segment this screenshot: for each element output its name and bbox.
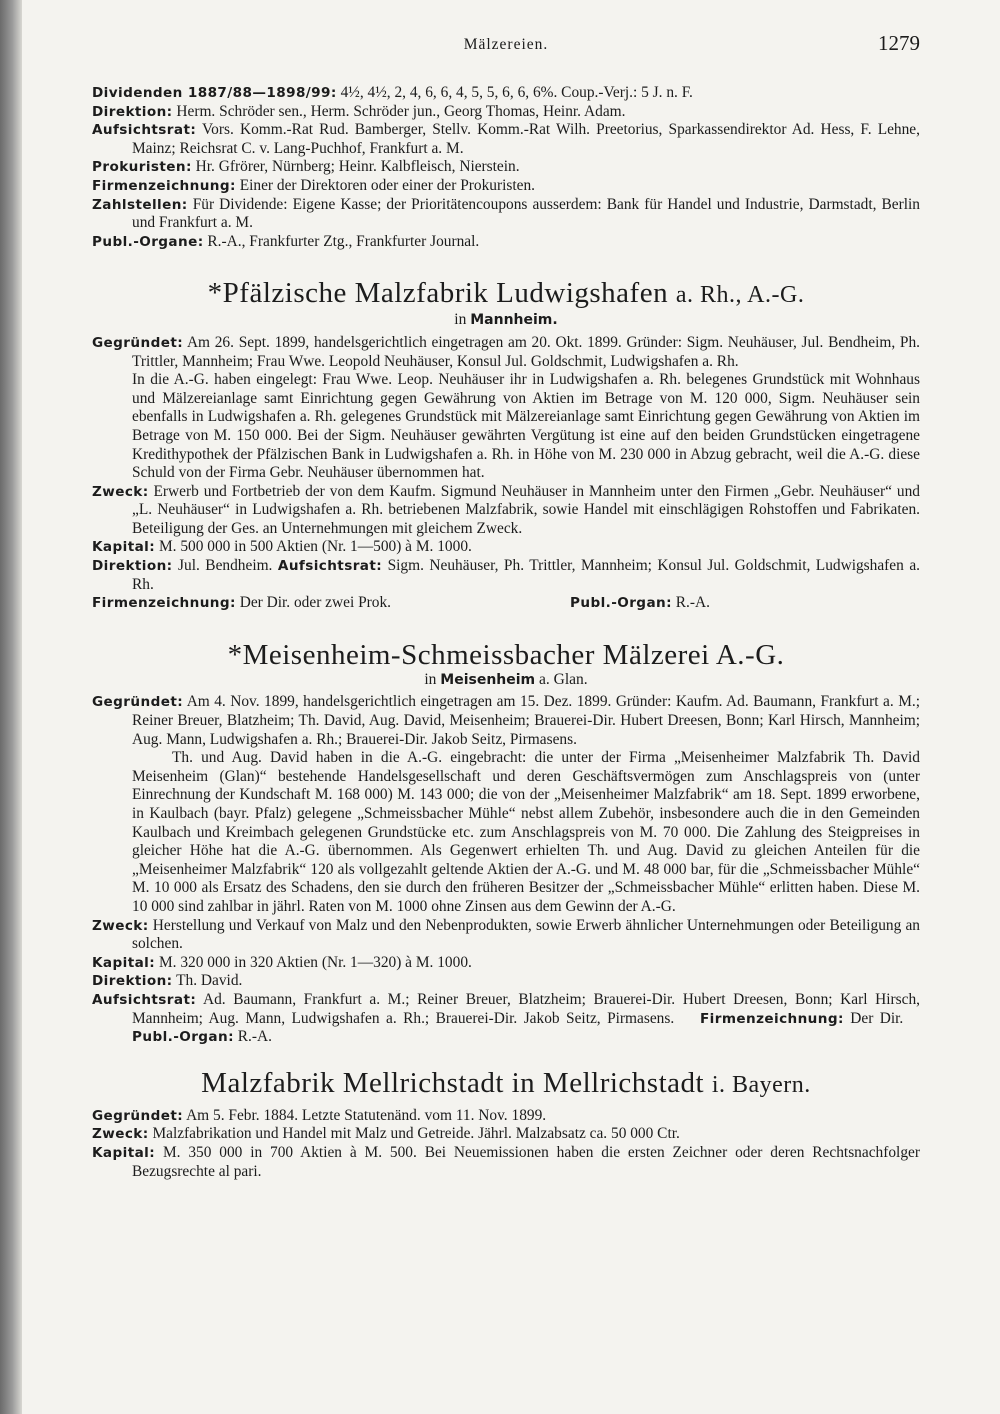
aufsichtsrat-label: Aufsichtsrat: <box>92 122 197 139</box>
zweck-label: Zweck: <box>92 483 149 500</box>
kapital-entry <box>92 1144 920 1181</box>
zahlstellen-text: Für Dividende: Eigene Kasse; der Prioritätencoupons ausserdem: Bank für Handel und Industrie, Darmstadt, Berlin und Frankfurt a. M. <box>132 195 920 232</box>
gegruendet-label: Gegründet: <box>92 694 184 711</box>
company-title <box>92 277 920 311</box>
kapital-label: Kapital: <box>92 539 156 556</box>
gegruendet-label: Gegründet: <box>92 334 184 351</box>
company-location <box>92 671 920 690</box>
company-title-main: *Meisenheim-Schmeissbacher Mälzerei A.-G. <box>227 638 785 671</box>
aufsichtsrat-label: Aufsichtsrat: <box>277 558 383 575</box>
running-title: Mälzereien. <box>463 36 549 53</box>
publ-organ-text: R.-A. <box>237 1028 272 1046</box>
kapital-text: M. 500 000 in 500 Aktien (Nr. 1—500) à M. 1000. <box>158 538 472 556</box>
document-page <box>92 31 921 1181</box>
direktion-entry <box>92 103 920 122</box>
company-title-suffix: i. Bayern. <box>711 1071 811 1098</box>
zweck-label: Zweck: <box>92 1126 149 1143</box>
dividenden-entry <box>92 84 920 103</box>
direktion-label: Direktion: <box>92 558 173 575</box>
book-spine-shadow <box>0 0 22 1414</box>
gegruendet-entry <box>92 334 920 371</box>
location-city: Mannheim. <box>470 312 558 329</box>
aufsichtsrat-text: Ad. Baumann, Frankfurt a. M.; Reiner Breuer, Blatzheim; Brauerei-Dir. Hubert Dreesen, Bonn; Karl Hirsch, Mannheim; Aug. Mann, Ludwigshafen a. Rh.; Brauerei-Dir. Jakob Seitz, Pirmasens. <box>132 990 921 1027</box>
aufsichtsrat-text: Sigm. Neuhäuser, Ph. Trittler, Mannheim; Konsul Jul. Goldschmit, Ludwigshafen a. Rh. <box>132 557 920 593</box>
publ-organe-entry <box>92 233 920 252</box>
publ-organe-label: Publ.-Organe: <box>92 233 204 250</box>
gegruendet-text: Am 26. Sept. 1899, handelsgerichtlich eingetragen am 20. Okt. 1899. Gründer: Sigm. Neuhäuser, Jul. Bendheim, Ph. Trittler, Mannheim; Frau Wwe. Leopold Neuhäuser, Konsul Jul. Goldschmit, Ludwigshafen a. Rh. <box>132 333 920 370</box>
firmenzeichnung-label: Firmenzeichnung: <box>699 1010 844 1027</box>
company-location <box>92 311 920 330</box>
publ-organ-text: R.-A. <box>675 594 710 612</box>
kapital-label: Kapital: <box>92 954 156 971</box>
gegruendet-text: Am 5. Febr. 1884. Letzte Statutenänd. vom 11. Nov. 1899. <box>186 1106 547 1124</box>
location-city: Meisenheim <box>440 671 536 688</box>
aufsichtsrat-entry <box>92 991 920 1047</box>
location-prefix: in <box>424 670 437 688</box>
kapital-text: M. 320 000 in 320 Aktien (Nr. 1—320) à M. 1000. <box>158 953 472 971</box>
gegruendet-entry <box>92 1107 920 1126</box>
location-suffix: a. Glan. <box>539 670 588 688</box>
publ-organe-text: R.-A., Frankfurter Ztg., Frankfurter Journal. <box>207 232 480 250</box>
gegruendet-entry <box>92 693 920 749</box>
previous-company-continuation <box>92 84 920 251</box>
company-title <box>92 1067 920 1101</box>
prokuristen-entry <box>92 158 920 177</box>
direktion-text: Th. David. <box>176 972 243 990</box>
direktion-aufsichtsrat-entry <box>92 557 920 594</box>
company-title-main: *Pfälzische Malzfabrik Ludwigshafen <box>207 277 669 310</box>
zweck-entry <box>92 917 920 954</box>
direktion-label: Direktion: <box>92 973 173 990</box>
zweck-text: Erwerb und Fortbetrieb der von dem Kaufm. Sigmund Neuhäuser in Mannheim unter den Firmen „Gebr. Neuhäuser“ und „L. Neuhäuser“ in Ludwigshafen a. Rh. betriebenen Malzfabrik, sowie Handel mit einschlägigen Rohstoffen und Fabrikaten. Beteiligung der Ges. an Unternehmungen mit gleichem Zweck. <box>132 482 920 537</box>
company-title-suffix: a. Rh., A.-G. <box>675 282 805 309</box>
page-number: 1279 <box>878 31 920 55</box>
direktion-text: Herm. Schröder sen., Herm. Schröder jun., Georg Thomas, Heinr. Adam. <box>176 102 626 120</box>
direktion-label: Direktion: <box>92 103 173 120</box>
aufsichtsrat-entry <box>92 121 920 158</box>
firmenzeichnung-label: Firmenzeichnung: <box>92 595 236 612</box>
firmenzeichnung-group <box>92 594 391 613</box>
company-title-main: Malzfabrik Mellrichstadt in Mellrichstadt <box>201 1066 705 1099</box>
contribution-text: Th. und Aug. David haben in die A.-G. eingebracht: die unter der Firma „Meisenheimer Malzfabrik Th. David Meisenheim (Glan)“ bestehende Handelsgesellschaft und deren Geschäftsvermögen zum Anschlagspreis von (unter Einrechnung der Kundschaft M. 168 000) M. 143 000; die von der „Meisenheimer Malzfabrik“ am 18. Sept. 1899 erworbene, in Kaulbach (bayr. Pfalz) gelegene „Schmeissbacher Mühle“ nebst allem Zubehör, insbesondere auch die in den Gemeinden Kaulbach und Kreimbach gelegenen Grundstücke etc. zum Anschlagspreis von M. 70 000. Die Zahlung des Steigpreises in gleicher Höhe hat die A.-G. übernommen. Als Gegenwert erhielten Th. und Aug. David zu gleichen Anteilen für die „Meisenheimer Malzfabrik“ 120 als vollgezahlt geltende Aktien der A.-G. und M. 48 000 bar, für die „Schmeissbacher Mühle“ M. 10 000 als Ersatz des Schadens, den sie durch den früheren Besitzer der „Schmeissbacher Mühle“ erlitten haben. Diese M. 10 000 sind zahlbar in jährl. Raten von M. 1000 ohne Zinsen aus dem Gewinn der A.-G. <box>132 749 920 915</box>
publ-organ-label: Publ.-Organ: <box>570 595 672 612</box>
dividenden-label: Dividenden 1887/88—1898/99: <box>92 85 337 101</box>
dividenden-text: 4½, 4½, 2, 4, 6, 6, 4, 5, 5, 6, 6, 6%. Coup.-Verj.: 5 J. n. F. <box>340 84 693 101</box>
gegruendet-text: Am 4. Nov. 1899, handelsgerichtlich eingetragen am 15. Dez. 1899. Gründer: Kaufm. Ad. Baumann, Frankfurt a. M.; Reiner Breuer, Blatzheim; Th. David, Aug. David, Meisenheim; Brauerei-Dir. Hubert Dreesen, Bonn; Karl Hirsch, Mannheim; Aug. Mann, Ludwigshafen a. Rh.; Brauerei-Dir. Jakob Seitz, Pirmasens. <box>132 693 920 748</box>
zahlstellen-label: Zahlstellen: <box>92 196 188 213</box>
publ-organ-group <box>570 594 920 613</box>
direktion-text: Jul. Bendheim. <box>178 557 273 575</box>
zweck-text: Malzfabrikation und Handel mit Malz und Getreide. Jährl. Malzabsatz ca. 50 000 Ctr. <box>152 1125 680 1143</box>
firmenzeichnung-label: Firmenzeichnung: <box>92 177 236 194</box>
gegruendet-label: Gegründet: <box>92 1107 184 1124</box>
kapital-text: M. 350 000 in 700 Aktien à M. 500. Bei Neuemissionen haben die ersten Zeichner oder deren Rechtsnachfolger Bezugsrechte al pari. <box>132 1143 920 1180</box>
company-malzfabrik-mellrichstadt <box>92 1067 920 1181</box>
kapital-label: Kapital: <box>92 1144 156 1161</box>
page-header <box>92 31 920 60</box>
firmenzeichnung-text: Der Dir. oder zwei Prok. <box>239 594 392 612</box>
firmenzeichnung-text: Einer der Direktoren oder einer der Prokuristen. <box>239 176 536 194</box>
aufsichtsrat-text: Vors. Komm.-Rat Rud. Bamberger, Stellv. Komm.-Rat Wilh. Preetorius, Sparkassendirektor Ad. Hess, F. Lehne, Mainz; Reichsrat C. v. Lang-Puchhof, Frankfurt a. M. <box>132 121 920 157</box>
company-title <box>92 639 920 671</box>
direktion-entry <box>92 972 920 991</box>
kapital-entry <box>92 954 920 973</box>
prokuristen-text: Hr. Gfrörer, Nürnberg; Heinr. Kalbfleisch, Nierstein. <box>195 158 520 176</box>
publ-organ-label: Publ.-Organ: <box>132 1029 234 1046</box>
firmenzeichnung-text: Der Dir. <box>850 1009 904 1027</box>
aufsichtsrat-label: Aufsichtsrat: <box>92 991 197 1008</box>
prokuristen-label: Prokuristen: <box>92 159 192 176</box>
company-pfaelzische-malzfabrik <box>92 277 920 613</box>
firmenzeichnung-entry <box>92 177 920 196</box>
zweck-entry <box>92 483 920 539</box>
zweck-text: Herstellung und Verkauf von Malz und den Nebenprodukten, sowie Erwerb ähnlicher Unternehmungen oder Beteiligung an solchen. <box>132 916 920 953</box>
kapital-entry <box>92 538 920 557</box>
contribution-paragraph <box>92 371 920 483</box>
zahlstellen-entry <box>92 196 920 233</box>
zweck-label: Zweck: <box>92 917 149 934</box>
contribution-paragraph <box>92 749 920 916</box>
zweck-entry <box>92 1125 920 1144</box>
location-prefix: in <box>454 311 467 329</box>
firmenzeichnung-publ-line <box>92 594 920 613</box>
company-meisenheim-schmeissbacher <box>92 639 920 1047</box>
contribution-text: In die A.-G. haben eingelegt: Frau Wwe. Leop. Neuhäuser ihr in Ludwigshafen a. Rh. belegenes Grundstück mit Wohnhaus und Mälzereianlage samt Einrichtung gegen Gewährung von Aktien im Betrage von M. 120 000, Sigm. Neuhäuser sein ebenfalls in Ludwigshafen a. Rh. gelegenes Grundstück mit Mälzereianlage samt Einrichtung gegen Gewährung von Aktien im Betrage von M. 150 000. Bei der Sigm. Neuhäuser gewährten Vergütung ist eine auf den beiden Grundstücken eingetragene Kredithypothek der Pfälzischen Bank in Ludwigshafen a. Rh. in Höhe von M. 230 000 in Abzug gebracht, weil die A.-G. diese Schuld von der Firma Gebr. Neuhäuser übernommen hat. <box>132 371 920 482</box>
